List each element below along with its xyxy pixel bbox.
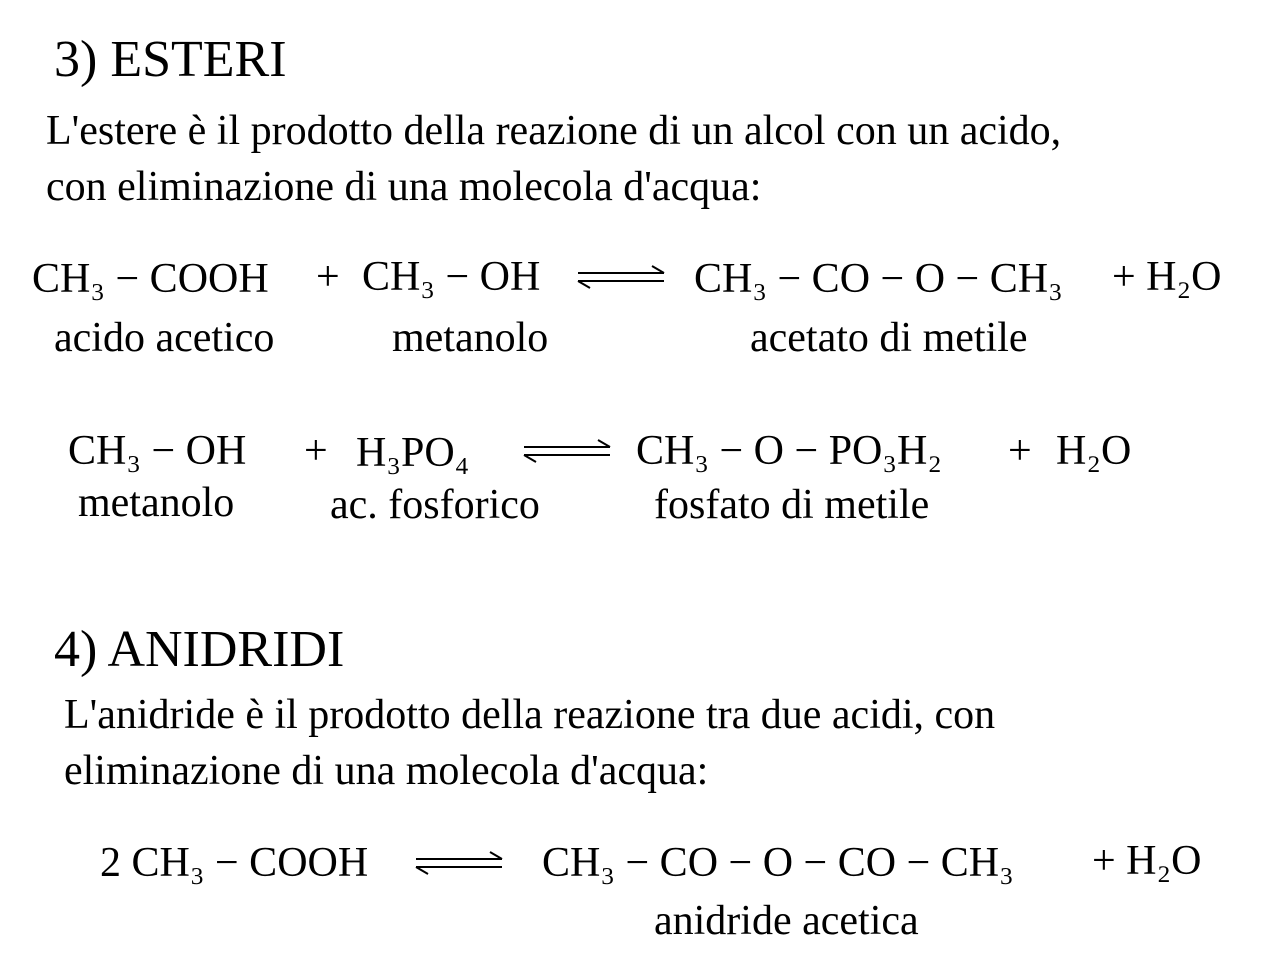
equilibrium-arrow-icon xyxy=(522,436,614,466)
r3-reactant: 2 CH₃ − COOH xyxy=(100,840,369,886)
r3-label-product: anidride acetica xyxy=(654,898,919,944)
r2-label-product: fosfato di metile xyxy=(654,482,930,528)
r2-water: H₂O xyxy=(1056,428,1132,474)
r1-label-product: acetato di metile xyxy=(750,315,1028,361)
r1-plus-1: + xyxy=(316,254,340,300)
r1-plus-water: + H₂O xyxy=(1112,254,1222,300)
esteri-intro-line-2: con eliminazione di una molecola d'acqua: xyxy=(46,164,762,210)
r2-reactant-1: CH₃ − OH xyxy=(68,428,247,474)
r2-plus-2: + xyxy=(1008,428,1032,474)
r1-label-reactant-1: acido acetico xyxy=(54,315,275,361)
anidridi-intro-line-1: L'anidride è il prodotto della reazione tra due acidi, con xyxy=(64,692,996,738)
r1-label-reactant-2: metanolo xyxy=(392,315,549,361)
r2-label-reactant-1: metanolo xyxy=(78,480,235,526)
r1-reactant-1: CH₃ − COOH xyxy=(32,256,269,302)
r2-product: CH₃ − O − PO₃H₂ xyxy=(636,428,942,474)
r3-product: CH₃ − CO − O − CO − CH₃ xyxy=(542,840,1014,886)
r2-reactant-2: H₃PO₄ xyxy=(356,430,470,476)
heading-anidridi: 4) ANIDRIDI xyxy=(54,621,345,678)
equilibrium-arrow-icon xyxy=(414,848,506,878)
anidridi-intro-line-2: eliminazione di una molecola d'acqua: xyxy=(64,748,709,794)
r1-product: CH₃ − CO − O − CH₃ xyxy=(694,256,1063,302)
r2-label-reactant-2: ac. fosforico xyxy=(330,482,540,528)
r2-plus-1: + xyxy=(304,428,328,474)
esteri-intro-line-1: L'estere è il prodotto della reazione di un alcol con un acido, xyxy=(46,108,1062,154)
heading-esteri: 3) ESTERI xyxy=(54,31,287,88)
r3-plus-water: + H₂O xyxy=(1092,838,1202,884)
r1-reactant-2: CH₃ − OH xyxy=(362,254,541,300)
equilibrium-arrow-icon xyxy=(576,262,668,292)
